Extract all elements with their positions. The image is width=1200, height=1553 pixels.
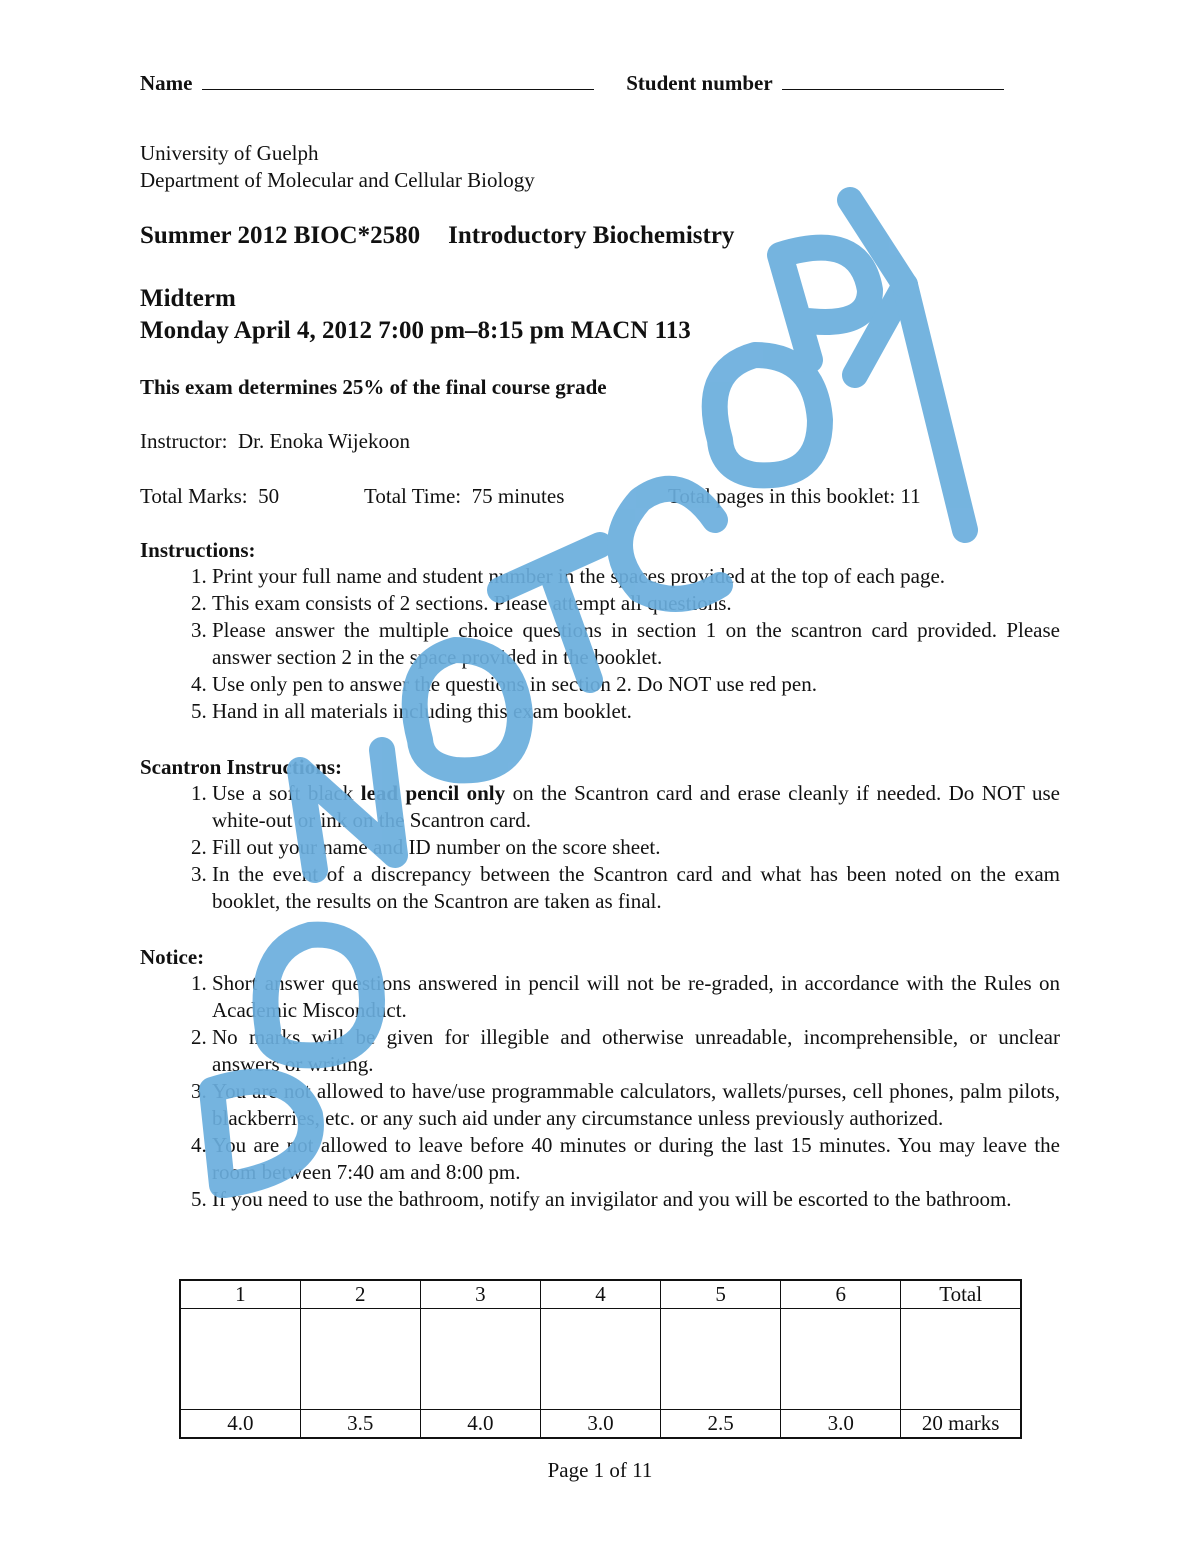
marks-cell: 20 marks <box>901 1410 1021 1439</box>
score-entry-cell <box>781 1309 901 1410</box>
score-entry-cell <box>661 1309 781 1410</box>
score-entry-cell <box>180 1309 300 1410</box>
list-item: 2. No marks will be given for illegible and otherwise unreadable, incomprehensible, or unclear answers or writing. <box>212 1024 1060 1078</box>
list-item: 5. Hand in all materials including this exam booklet. <box>212 698 1060 725</box>
name-student-number-line <box>140 71 1004 96</box>
instructions-heading: Instructions: <box>140 538 256 562</box>
score-header-cell: 2 <box>300 1280 420 1309</box>
score-table <box>179 1279 1022 1439</box>
list-item: 2. Fill out your name and ID number on the score sheet. <box>212 834 1060 861</box>
notice-list <box>140 970 1060 1213</box>
total-time: Total Time: 75 minutes <box>364 484 565 508</box>
list-item: 4. You are not allowed to leave before 40 minutes or during the last 15 minutes. You may leave the room between 7:40 am and 8:00 pm. <box>212 1132 1060 1186</box>
marks-cell: 3.0 <box>781 1410 901 1439</box>
score-header-cell: 6 <box>781 1280 901 1309</box>
marks-cell: 2.5 <box>661 1410 781 1439</box>
list-item: 5. If you need to use the bathroom, notify an invigilator and you will be escorted to the bathroom. <box>212 1186 1060 1213</box>
student-number-label: Student number <box>626 71 773 95</box>
score-table-entry-row <box>180 1309 1021 1410</box>
list-item: 1. Short answer questions answered in pencil will not be re-graded, in accordance with the Rules on Academic Misconduct. <box>212 970 1060 1024</box>
marks-cell: 4.0 <box>420 1410 540 1439</box>
score-entry-cell <box>300 1309 420 1410</box>
list-item: 4. Use only pen to answer the questions in section 2. Do NOT use red pen. <box>212 671 1060 698</box>
notice-heading: Notice: <box>140 945 205 969</box>
list-item: 1. Use a soft black lead pencil only on the Scantron card and erase cleanly if needed. Do NOT use white-out or ink on the Scantron card. <box>212 780 1060 834</box>
score-header-cell: Total <box>901 1280 1021 1309</box>
marks-cell: 3.0 <box>540 1410 660 1439</box>
score-table-header-row <box>180 1280 1021 1309</box>
marks-cell: 4.0 <box>180 1410 300 1439</box>
course-name: Introductory Biochemistry <box>448 222 735 249</box>
exam-datetime: Monday April 4, 2012 7:00 pm–8:15 pm MACN 113 <box>140 317 691 344</box>
name-blank <box>202 71 594 90</box>
score-header-cell: 5 <box>661 1280 781 1309</box>
scantron-heading: Scantron Instructions: <box>140 755 343 779</box>
score-header-cell: 3 <box>420 1280 540 1309</box>
list-item: 2. This exam consists of 2 sections. Please attempt all questions. <box>212 590 1060 617</box>
score-header-cell: 1 <box>180 1280 300 1309</box>
lead-pencil-emphasis: lead pencil only <box>360 781 506 805</box>
list-item: 3. Please answer the multiple choice questions in section 1 on the scantron card provided. Please answer section 2 in the space provided in the booklet. <box>212 617 1060 671</box>
page-number: Page 1 of 11 <box>547 1458 653 1482</box>
exam-type: Midterm <box>140 285 236 312</box>
score-table-marks-row <box>180 1410 1021 1439</box>
scantron-list <box>140 780 1060 915</box>
department-name: Department of Molecular and Cellular Biology <box>140 168 535 192</box>
name-label: Name <box>140 71 193 95</box>
list-item: 1. Print your full name and student number in the spaces provided at the top of each page. <box>212 563 1060 590</box>
score-entry-cell <box>420 1309 540 1410</box>
instructor: Instructor: Dr. Enoka Wijekoon <box>140 429 410 453</box>
list-item: 3. You are not allowed to have/use programmable calculators, wallets/purses, cell phones, palm pilots, blackberries, etc. or any such aid under any circumstance unless previously authorized. <box>212 1078 1060 1132</box>
instructions-list <box>140 563 1060 725</box>
student-number-blank <box>782 71 1004 90</box>
course-code: Summer 2012 BIOC*2580 <box>140 222 421 249</box>
score-entry-cell <box>901 1309 1021 1410</box>
marks-cell: 3.5 <box>300 1410 420 1439</box>
total-marks: Total Marks: 50 <box>140 484 280 508</box>
score-header-cell: 4 <box>540 1280 660 1309</box>
list-item: 3. In the event of a discrepancy between the Scantron card and what has been noted on the exam booklet, the results on the Scantron are taken as final. <box>212 861 1060 915</box>
exam-weight: This exam determines 25% of the final course grade <box>140 375 607 399</box>
total-pages: Total pages in this booklet: 11 <box>668 484 921 508</box>
score-entry-cell <box>540 1309 660 1410</box>
course-title <box>140 222 734 250</box>
university-name: University of Guelph <box>140 141 319 165</box>
